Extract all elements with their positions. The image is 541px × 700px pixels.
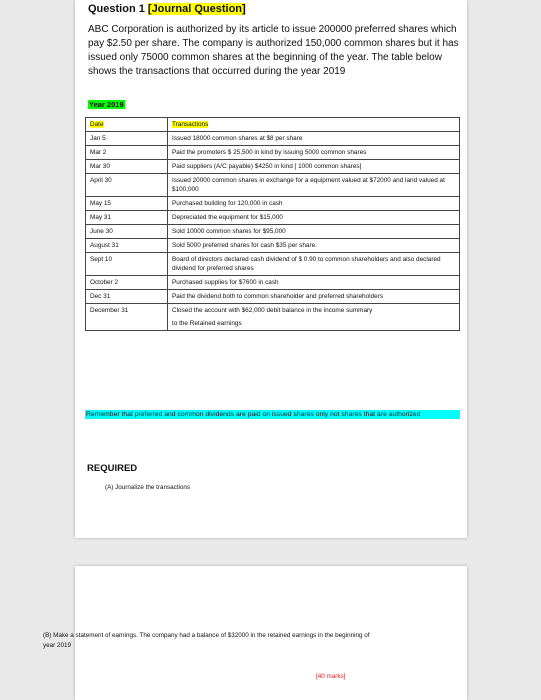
question-title (88, 3, 246, 15)
table-row (86, 290, 460, 304)
row-transaction-line: to the Retained earnings (172, 320, 242, 327)
row-transaction: Issued 18000 common shares at $8 per share (168, 132, 460, 146)
row-transaction-line: Closed the account with $62,000 debit balance in the income summary (172, 307, 373, 314)
table-row (86, 132, 460, 146)
row-transaction: Paid the promoters $ 25,500 in kind by issuing 5000 common shares (168, 146, 460, 160)
row-date: April 30 (86, 174, 168, 197)
table-row (86, 146, 460, 160)
year-label: Year 2019 (89, 100, 124, 109)
marks-label: [40 marks] (316, 673, 346, 680)
table-row (86, 304, 460, 331)
row-date: May 15 (86, 197, 168, 211)
row-transaction: Sold 5000 preferred shares for cash $35 per share. (168, 239, 460, 253)
question-tag: [Journal Question] (147, 3, 246, 15)
row-date: Mar 30 (86, 160, 168, 174)
dividend-note: Remember that preferred and common dividends are paid on issued shares only not shares that are authorized (85, 410, 460, 419)
row-transaction (168, 304, 460, 331)
table-row (86, 174, 460, 197)
row-date: Jan 5 (86, 132, 168, 146)
row-date: May 31 (86, 211, 168, 225)
header-date: Date (90, 121, 104, 128)
row-transaction: Purchased supplies for $7600 in cash (168, 276, 460, 290)
row-transaction: Depreciated the equipment for $15,000 (168, 211, 460, 225)
row-transaction: Paid the dividend both to common shareholder and preferred shareholders (168, 290, 460, 304)
row-transaction: Paid suppliers (A/C payable) $4250 in kind [ 1000 common shares] (168, 160, 460, 174)
row-date: August 31 (86, 239, 168, 253)
table-row (86, 211, 460, 225)
row-transaction: Issued 20000 common shares in exchange for a equipment valued at $72000 and land valued at $100,000 (168, 174, 460, 197)
row-date: June 30 (86, 225, 168, 239)
row-transaction: Purchased building for 120,000 in cash (168, 197, 460, 211)
required-part-a: (A) Journalize the transactions (105, 484, 191, 491)
table-row (86, 197, 460, 211)
table-row (86, 276, 460, 290)
question-intro: ABC Corporation is authorized by its article to issue 200000 preferred shares which pay $2.50 per share. The company is authorized 150,000 common shares but it has issued only 75000 common shares at the beginning of the year. The table below shows the transactions that occurred during the year 2019 (88, 24, 459, 77)
row-date: Mar 2 (86, 146, 168, 160)
required-heading: REQUIRED (87, 463, 138, 474)
table-row (86, 160, 460, 174)
table-header-row (86, 118, 460, 132)
row-transaction: Sold 10000 common shares for $95,000 (168, 225, 460, 239)
transactions-table (85, 117, 460, 331)
table-row (86, 253, 460, 276)
table-row (86, 225, 460, 239)
row-transaction: Board of directors declared cash dividend of $ 0.90 to common shareholders and also declared dividend for preferred shares (168, 253, 460, 276)
row-date: Dec 31 (86, 290, 168, 304)
required-part-b: (B) Make a statement of earnings. The company had a balance of $32000 in the retained earnings in the beginning of year 2019 (43, 632, 370, 649)
row-date: October 2 (86, 276, 168, 290)
row-date: December 31 (86, 304, 168, 331)
row-date: Sept 10 (86, 253, 168, 276)
table-row (86, 239, 460, 253)
header-transactions: Transactions (172, 121, 209, 128)
page-1-content (75, 0, 467, 538)
question-number: Question 1 (88, 3, 145, 15)
